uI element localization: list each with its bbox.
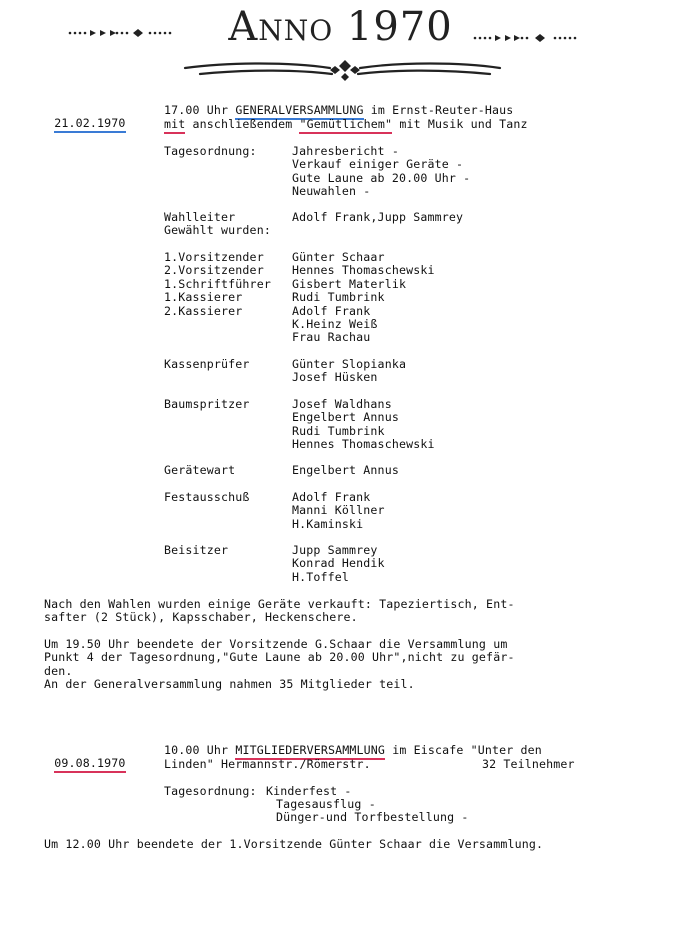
paragraph-line: safter (2 Stück), Kapsschaber, Heckenschere. [44, 610, 358, 625]
kassenpruefer-list [292, 358, 406, 385]
paragraph-line: den. [44, 663, 73, 678]
list-item: Engelbert Annus [292, 410, 399, 425]
list-item: H.Kaminski [292, 516, 364, 531]
meeting1-date: 21.02.1970 [40, 104, 126, 117]
baumspritzer-label: Baumspritzer [164, 397, 250, 411]
office-name: Frau Rachau [292, 330, 371, 345]
meeting1-subheading: mit anschließendem "Gemütlichem" mit Musik und Tanz [164, 118, 528, 131]
geraetewart-label: Gerätewart [164, 463, 236, 477]
agenda-item: Gute Laune ab 20.00 Uhr - [292, 170, 471, 185]
list-item: Josef Waldhans [292, 397, 392, 411]
offices-names [292, 251, 435, 345]
meeting1-paragraph-closing [44, 638, 515, 692]
list-item: Manni Köllner [292, 503, 385, 518]
geraetewart-value: Engelbert Annus [292, 463, 399, 477]
office-role: 2.Vorsitzender [164, 263, 264, 278]
paragraph-line: Um 19.50 Uhr beendete der Vorsitzende G.Schaar die Versammlung um [44, 637, 508, 651]
meeting1-heading: 17.00 Uhr GENERALVERSAMMLUNG im Ernst-Reuter-Haus [164, 104, 513, 117]
agenda-item: Neuwahlen - [292, 184, 371, 199]
list-item: Günter Slopianka [292, 357, 407, 371]
page-title: Anno 1970 [228, 4, 453, 50]
agenda-item: Verkauf einiger Geräte - [292, 157, 464, 172]
office-role: 1.Kassierer [164, 290, 243, 305]
beisitzer-list [292, 544, 385, 584]
festausschuss-list [292, 491, 385, 531]
paragraph-line: An der Generalversammlung nahmen 35 Mitglieder teil. [44, 677, 415, 692]
meeting2-agenda-label: Tagesordnung: [164, 784, 257, 798]
list-item: Hennes Thomaschewski [292, 437, 435, 452]
office-role: 1.Schriftführer [164, 276, 271, 291]
list-item: Josef Hüsken [292, 370, 378, 385]
kassenpruefer-label: Kassenprüfer [164, 357, 250, 371]
office-name: Gisbert Materlik [292, 276, 407, 291]
office-role: 2.Kassierer [164, 303, 243, 318]
list-item: Rudi Tumbrink [292, 423, 385, 438]
meeting1-type: GENERALVERSAMMLUNG [235, 103, 363, 120]
agenda-item: Jahresbericht - [292, 144, 399, 158]
office-name: K.Heinz Weiß [292, 316, 378, 331]
meeting1-agenda-label: Tagesordnung: [164, 144, 257, 158]
paragraph-line: Nach den Wahlen wurden einige Geräte verkauft: Tapeziertisch, Ent- [44, 597, 515, 611]
list-item: Jupp Sammrey [292, 543, 378, 557]
gewaehlt-label: Gewählt wurden: [164, 223, 271, 237]
meeting2-heading: 10.00 Uhr MITGLIEDERVERSAMMLUNG im Eiscafe "Unter den [164, 744, 542, 757]
office-name: Hennes Thomaschewski [292, 263, 435, 278]
meeting1-paragraph-sale [44, 598, 515, 625]
office-name: Günter Schaar [292, 250, 385, 264]
meeting2-type: MITGLIEDERVERSAMMLUNG [235, 743, 385, 760]
office-role: 1.Vorsitzender [164, 250, 264, 264]
office-name: Rudi Tumbrink [292, 290, 385, 305]
agenda-item: Tagesausflug - [276, 797, 376, 811]
baumspritzer-list [292, 398, 435, 452]
wahlleiter-value: Adolf Frank,Jupp Sammrey [292, 210, 464, 224]
list-item: Adolf Frank [292, 490, 371, 504]
meeting2-closing: Um 12.00 Uhr beendete der 1.Vorsitzende Günter Schaar die Versammlung. [44, 837, 544, 851]
wahlleiter-label: Wahlleiter [164, 210, 236, 224]
beisitzer-label: Beisitzer [164, 543, 229, 557]
list-item: H.Toffel [292, 569, 350, 584]
agenda-item: Kinderfest - [266, 784, 352, 798]
meeting1-agenda-list [292, 145, 470, 199]
office-name: Adolf Frank [292, 303, 371, 318]
paragraph-line: Punkt 4 der Tagesordnung,"Gute Laune ab 20.00 Uhr",nicht zu gefär- [44, 650, 515, 665]
meeting2-date: 09.08.1970 [40, 744, 126, 757]
list-item: Konrad Hendik [292, 556, 385, 571]
meeting2-subheading: Linden" Hermannstr./Römerstr. [164, 757, 371, 771]
festausschuss-label: Festausschuß [164, 490, 250, 504]
offices-roles [164, 251, 271, 318]
agenda-item: Dünger-und Torfbestellung - [276, 810, 469, 824]
meeting2-participants: 32 Teilnehmer [482, 757, 575, 771]
